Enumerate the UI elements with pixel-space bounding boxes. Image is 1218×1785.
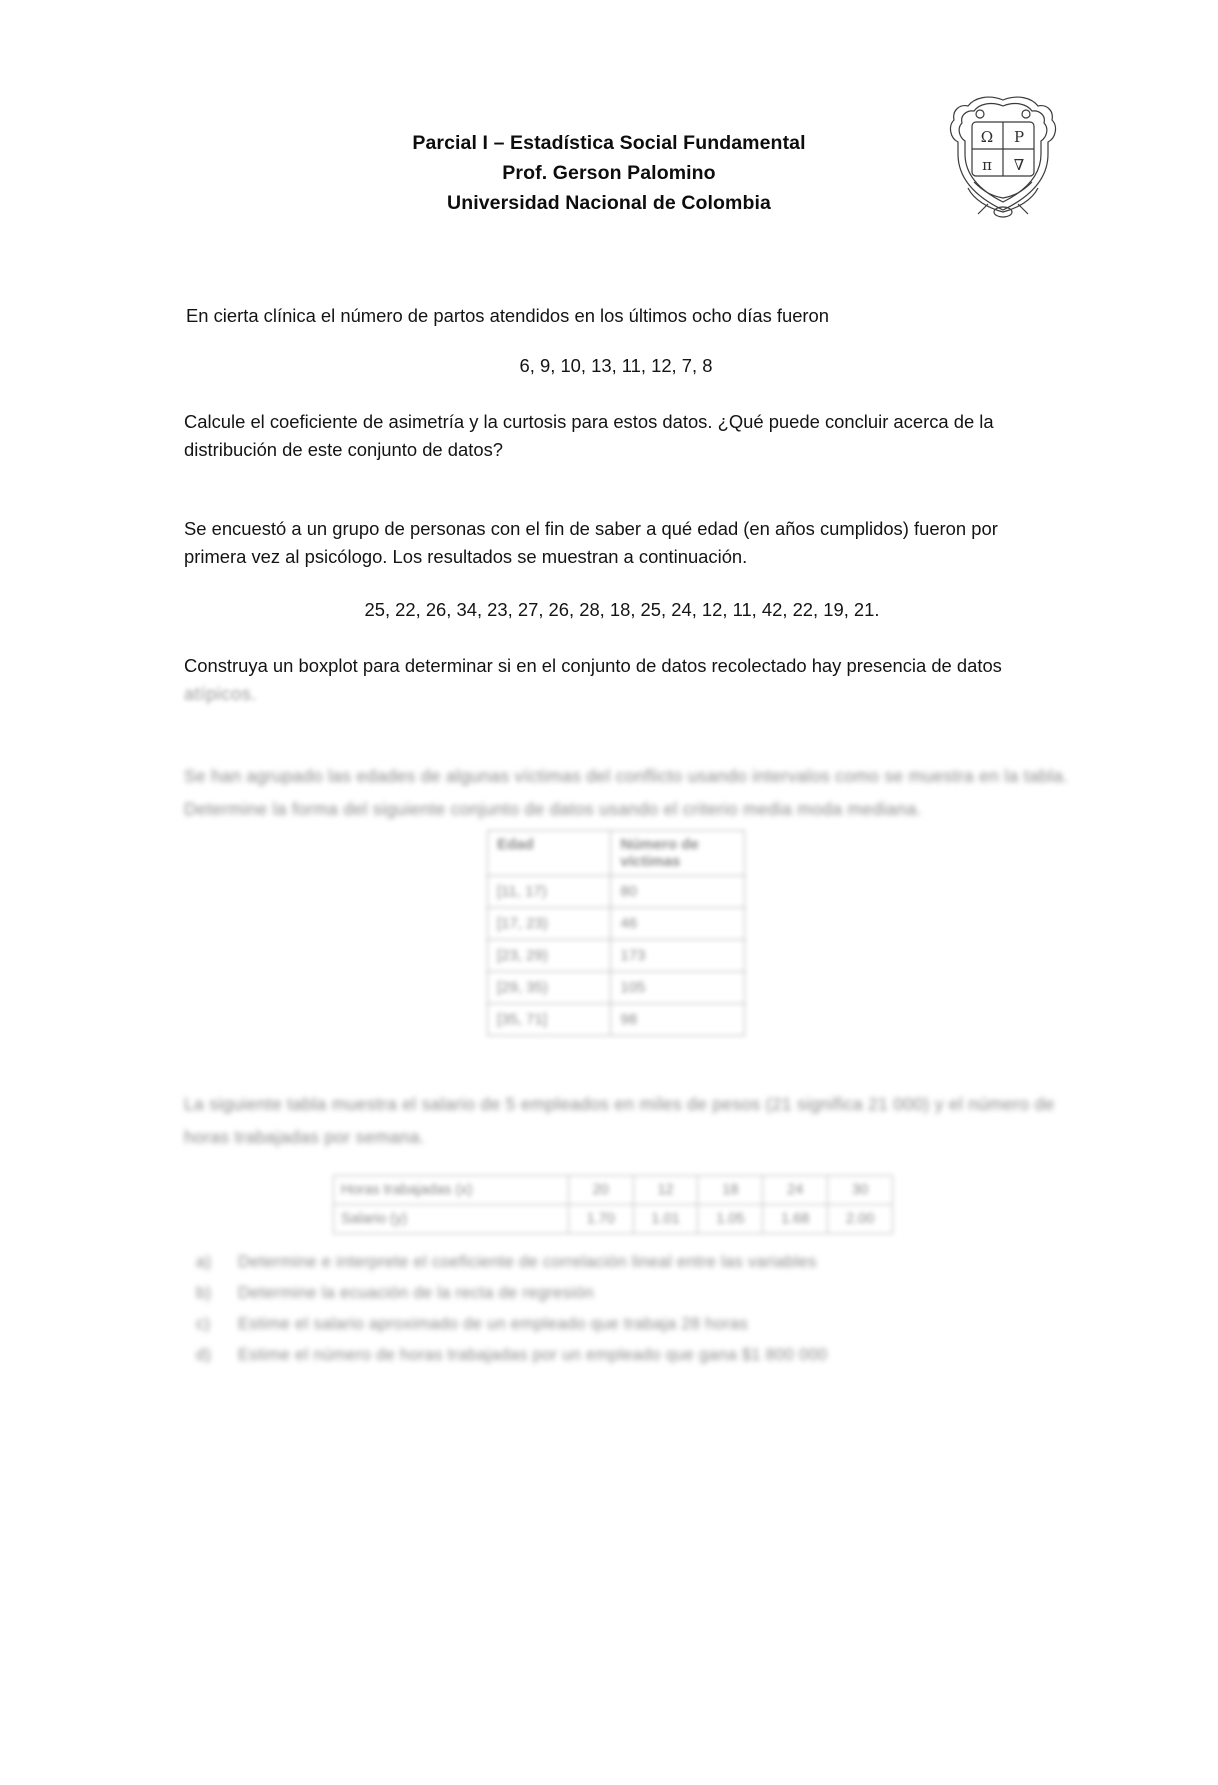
table-row <box>488 876 745 908</box>
table-row <box>488 1004 745 1036</box>
table2-cell-0-0: Horas trabajadas (x) <box>334 1176 569 1205</box>
question-4-text: La siguiente tabla muestra el salario de 5 empleados en miles de pesos (21 significa 21 000) y el número de horas trabajadas por semana. <box>184 1094 1055 1147</box>
list-item-text: Estime el salario aproximado de un empleado que trabaja 28 horas <box>238 1315 748 1333</box>
table2-cell-1-3: 1.05 <box>698 1205 763 1234</box>
question-2-intro: Se encuestó a un grupo de personas con el fin de saber a qué edad (en años cumplidos) fueron por primera vez al psicólogo. Los resultados se muestran a continuación. <box>184 518 998 567</box>
table1-header-1: Número de víctimas <box>611 831 745 876</box>
header-title-line-3: Universidad Nacional de Colombia <box>447 192 771 214</box>
document-header <box>0 128 1218 218</box>
table2-cell-0-1: 20 <box>568 1176 633 1205</box>
list-item <box>196 1315 1096 1334</box>
table1-cell-1-0: [17, 23) <box>488 908 611 940</box>
table2-cell-1-0: Salario (y) <box>334 1205 569 1234</box>
table1-cell-0-0: [11, 17) <box>488 876 611 908</box>
question-2-prompt-blurred-tail: atípicos. <box>184 683 257 704</box>
svg-text:Ω: Ω <box>980 128 994 146</box>
victims-age-table <box>487 830 745 1036</box>
header-title-line-1: Parcial I – Estadística Social Fundamental <box>412 132 806 154</box>
table-header-row <box>488 831 745 876</box>
question-3-text: Se han agrupado las edades de algunas víctimas del conflicto usando intervalos como se muestra en la tabla. Determine la forma del siguiente conjunto de datos usando el criterio media moda mediana. <box>184 766 1069 819</box>
table1-cell-4-1: 98 <box>611 1004 745 1036</box>
question-1-intro: En cierta clínica el número de partos atendidos en los últimos ocho días fueron <box>186 305 830 326</box>
table2-cell-1-5: 2.00 <box>828 1205 893 1234</box>
salary-hours-table <box>333 1175 893 1234</box>
table-row <box>334 1205 893 1234</box>
list-item-marker: a) <box>196 1253 212 1271</box>
table1-cell-3-0: [29, 35) <box>488 972 611 1004</box>
question-2-prompt-text: Construya un boxplot para determinar si en el conjunto de datos recolectado hay presencia de datos <box>184 655 1002 676</box>
table2-cell-0-5: 30 <box>828 1176 893 1205</box>
list-item <box>196 1284 1096 1303</box>
table2-cell-1-2: 1.01 <box>633 1205 698 1234</box>
table1-cell-2-1: 173 <box>611 940 745 972</box>
table1-cell-3-1: 105 <box>611 972 745 1004</box>
question-2-data: 25, 22, 26, 34, 23, 27, 26, 28, 18, 25, 24, 12, 11, 42, 22, 19, 21. <box>364 599 880 620</box>
table2-cell-0-2: 12 <box>633 1176 698 1205</box>
table1-cell-4-0: [35, 71] <box>488 1004 611 1036</box>
table2-cell-0-3: 18 <box>698 1176 763 1205</box>
list-item-marker: c) <box>196 1315 211 1333</box>
table-row <box>488 972 745 1004</box>
table2-cell-0-4: 24 <box>763 1176 828 1205</box>
table2-cell-1-4: 1.68 <box>763 1205 828 1234</box>
table1-cell-1-1: 46 <box>611 908 745 940</box>
table1-header-0: Edad <box>488 831 611 876</box>
table1-cell-2-0: [23, 29) <box>488 940 611 972</box>
question-1-prompt: Calcule el coeficiente de asimetría y la curtosis para estos datos. ¿Qué puede concluir acerca de la distribución de este conjunto de datos? <box>184 411 994 460</box>
table1-cell-0-1: 80 <box>611 876 745 908</box>
table-row <box>488 908 745 940</box>
svg-text:π: π <box>982 156 992 174</box>
list-item-marker: b) <box>196 1284 212 1302</box>
table2-cell-1-1: 1.70 <box>568 1205 633 1234</box>
table-row <box>334 1176 893 1205</box>
list-item <box>196 1346 1096 1365</box>
svg-text:∇: ∇ <box>1013 156 1025 174</box>
svg-text:P: P <box>1013 128 1025 146</box>
list-item-text: Determine e interprete el coeficiente de correlación lineal entre las variables <box>238 1253 817 1271</box>
question-2-prompt <box>184 652 1074 708</box>
list-item-text: Determine la ecuación de la recta de regresión <box>238 1284 594 1302</box>
list-item-marker: d) <box>196 1346 212 1364</box>
header-title-line-2: Prof. Gerson Palomino <box>502 162 716 184</box>
list-item <box>196 1253 1096 1272</box>
table-row <box>488 940 745 972</box>
list-item-text: Estime el número de horas trabajadas por un empleado que gana $1 800 000 <box>238 1346 828 1364</box>
question-4-subitems <box>196 1253 1096 1377</box>
question-1-data: 6, 9, 10, 13, 11, 12, 7, 8 <box>519 355 713 376</box>
